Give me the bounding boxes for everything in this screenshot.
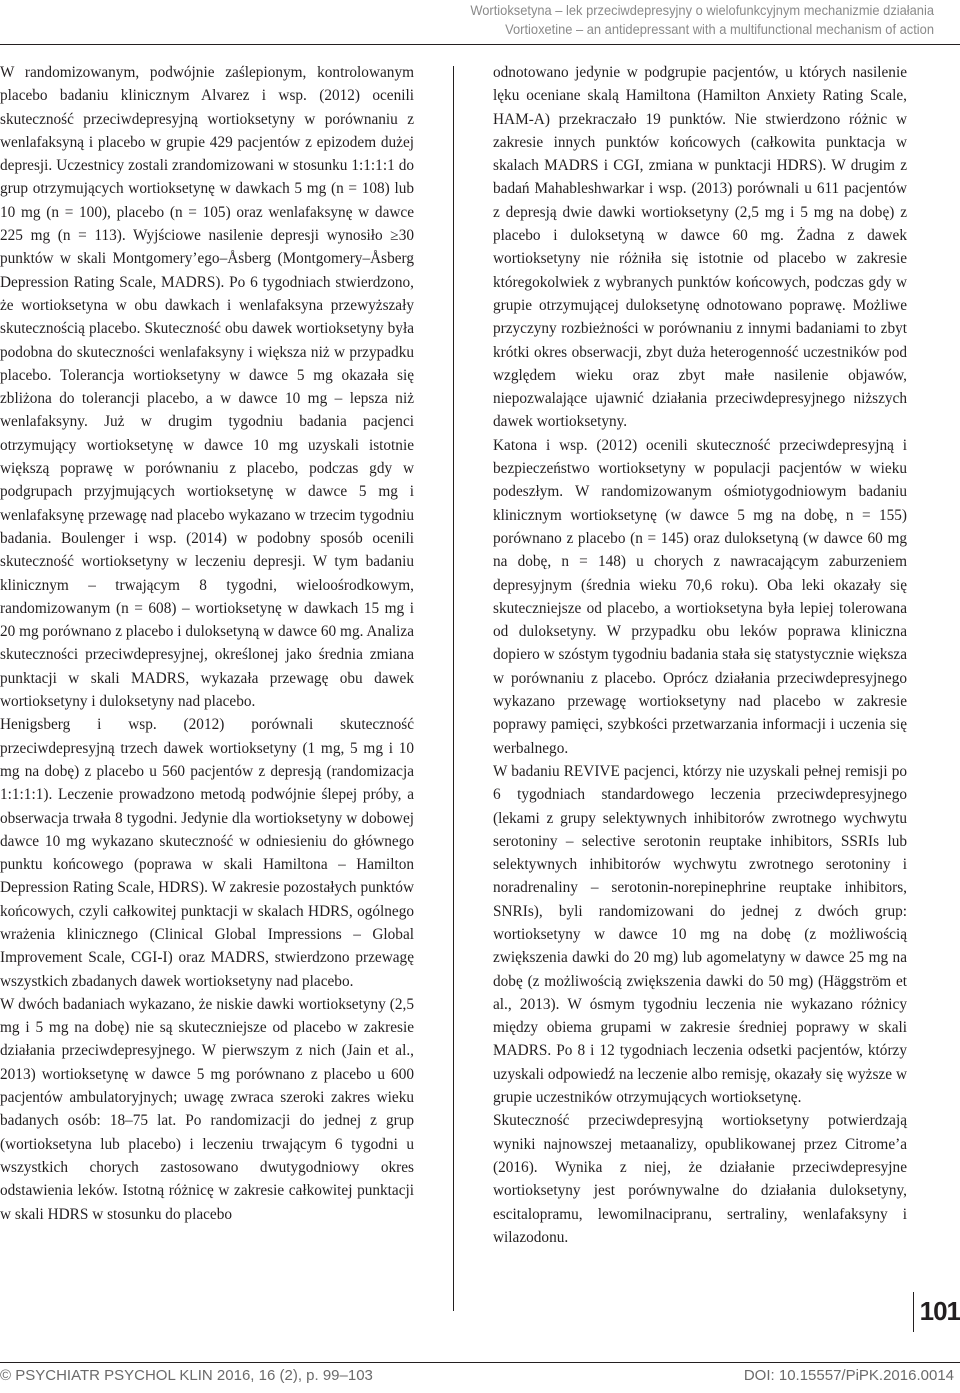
page-number: 101 xyxy=(919,1296,960,1326)
header-title-pl: Wortioksetyna – lek przeciwdepresyjny o wielofunkcyjnym mechanizmie działania xyxy=(470,2,934,18)
paragraph: W dwóch badaniach wykazano, że niskie dawki wortioksetyny (2,5 mg i 5 mg na dobę) nie są skuteczniejsze od placebo w zakresie działania przeciwdepresyjnego. W pierwszym z nich (Jain et al., 2013) wortioksetynę w dawce 5 mg porównano z placebo u 600 pacjentów ambulatoryjnych; uwagę zwraca szeroki zakres wieku badanych osób: 18–75 lat. Po randomizacji do jednej z grup (wortioksetyna lub placebo) i leczeniu trwającym 6 tygodni u wszystkich chorych zastosowano dwutygodniowy okres odstawienia leków. Istotną różnicę w zakresie całkowitej punktacji w skali HDRS w stosunku do placebo xyxy=(0,995,414,1223)
paragraph: Katona i wsp. (2012) ocenili skuteczność przeciwdepresyjną i bezpieczeństwo wortioksetyny w populacji pacjentów w wieku podeszłym. W randomizowanym ośmiotygodniowym badaniu klinicznym wortioksetynę (w dawce 5 mg na dobę, n = 155) porównano z placebo (n = 145) oraz duloksetyną (w dawce 60 mg na dobę, n = 148) u chorych z nawracającym zaburzeniem depresyjnym (średnia wieku 70,6 roku). Oba leki okazały się skuteczniejsze od placebo, a wortioksetyna była lepiej tolerowana od duloksetyny. W przypadku obu leków poprawa kliniczna dopiero w szóstym tygodniu badania stała się statystycznie większa w porównaniu z placebo. Oprócz działania przeciwdepresyjnego wykazano przewagę wortioksetyny nad placebo w zakresie poprawy pamięci, szybkości przetwarzania informacji i uczenia się werbalnego. xyxy=(493,436,907,757)
footer xyxy=(0,1367,960,1389)
header-title-en: Vortioxetine – an antidepressant with a multifunctional mechanism of action xyxy=(505,21,934,37)
journal-citation: © PSYCHIATR PSYCHOL KLIN 2016, 16 (2), p. 99–103 xyxy=(0,1367,373,1384)
column-divider xyxy=(453,66,454,1311)
footer-rule xyxy=(0,1362,960,1363)
paragraph: W randomizowanym, podwójnie zaślepionym, kontrolowanym placebo badaniu klinicznym Alvarez i wsp. (2012) ocenili skuteczność przeciwdepresyjną wortioksetyny w porównaniu z wenlafaksyną i placebo w grupie 429 pacjentów z epizodem dużej depresji. Uczestnicy zostali zrandomizowani w stosunku 1:1:1:1 do grup otrzymujących wortioksetynę w dawkach 5 mg (n = 108) lub 10 mg (n = 100), placebo (n = 105) oraz wenlafaksynę w dawce 225 mg (n = 113). Wyjściowe nasilenie depresji wynosiło ≥30 punktów w skali Montgomery’ego–Åsberg (Montgomery–Åsberg Depression Rating Scale, MADRS). Po 6 tygodniach stwierdzono, że wortioksetyna w obu dawkach i wenlafaksyna przewyższały skutecznością placebo. Skuteczność obu dawek wortioksetyny była podobna do skuteczności wenlafaksyny i większa niż w przypadku placebo. Tolerancja wortioksetyny w dawce 5 mg okazała się zbliżona do tolerancji placebo, a w dawce 10 mg – lepsza niż wenlafaksyny. Już w drugim tygodniu badania pacjenci otrzymujący wortioksetynę w dawce 10 mg uzyskali istotnie większą poprawę w porównaniu z placebo, podczas gdy w podgrupach przyjmujących wortioksetynę w dawce 5 mg i wenlafaksynę przewagę nad placebo wykazano w trzecim tygodniu badania. Boulenger i wsp. (2014) w podobny sposób ocenili skuteczność wortioksetyny w leczeniu depresji. W tym badaniu klinicznym – trwającym 8 tygodni, wieloośrodkowym, randomizowanym (n = 608) – wortioksetynę w dawkach 15 mg i 20 mg porównano z placebo i duloksetyną w dawce 60 mg. Analiza skuteczności przeciwdepresyjnej, określonej jako średnia zmiana punktacji w skali MADRS, wykazała przewagę obu dawek wortioksetyny i duloksetyny nad placebo. xyxy=(0,64,414,711)
right-column xyxy=(493,61,907,1249)
paragraph: odnotowano jedynie w podgrupie pacjentów, u których nasilenie lęku oceniane skalą Hamiltona (Hamilton Anxiety Rating Scale, HAM-A) przekraczało 19 punktów. Nie stwierdzono różnic w zakresie innych punktów końcowych (całkowita punktacja w skalach MADRS i CGI, zmiana w punktacji HDRS). W drugim z badań Mahableshwarkar i wsp. (2013) porównali u 611 pacjentów z depresją dwie dawki wortioksetyny (2,5 mg i 5 mg na dobę) z placebo i duloksetyną w dawce 60 mg. Żadna z dawek wortioksetyny nie różniła się istotnie od placebo w zakresie któregokolwiek z wybranych punktów końcowych, podczas gdy w grupie otrzymującej duloksetynę odnotowano poprawę. Możliwe przyczyny rozbieżności w porównaniu z innymi badaniami to zbyt krótki okres obserwacji, zbyt duża heterogenność uczestników pod względem wieku oraz zbyt małe nasilenie objawów, niepozwalające ujawnić działania przeciwdepresyjnego niższych dawek wortioksetyny. xyxy=(493,64,907,431)
paragraph: Skuteczność przeciwdepresyjną wortioksetyny potwierdzają wyniki najnowszej metaanalizy, opublikowanej przez Citrome’a (2016). Wynika z niej, że działanie przeciwdepresyjne wortioksetyny jest porównywalne do działania duloksetyny, escitalopramu, lewomilnacipranu, sertraliny, wenlafaksyny i wilazodonu. xyxy=(493,1112,907,1246)
header-rule xyxy=(0,44,960,45)
doi-link[interactable]: DOI: 10.15557/PiPK.2016.0014 xyxy=(743,1367,954,1384)
left-column xyxy=(0,61,414,1226)
running-header xyxy=(220,0,960,40)
paragraph: Henigsberg i wsp. (2012) porównali skuteczność przeciwdepresyjną trzech dawek wortioksetyny (1 mg, 5 mg i 10 mg na dobę) z placebo u 560 pacjentów z depresją (randomizacja 1:1:1:1). Leczenie prowadzono metodą podwójnie ślepej próby, a obserwacja trwała 8 tygodni. Jedynie dla wortioksetyny w dobowej dawce 10 mg wykazano skuteczność w odniesieniu do głównego punktu końcowego (poprawa w skali Hamiltona – Hamilton Depression Rating Scale, HDRS). W zakresie pozostałych punktów końcowych, czyli całkowitej punktacji w skalach HDRS, ogólnego wrażenia klinicznego (Clinical Global Impressions – Global Improvement Scale, CGI-I) oraz MADRS, stwierdzono przewagę wszystkich zbadanych dawek wortioksetyny nad placebo. xyxy=(0,716,414,990)
paragraph: W badaniu REVIVE pacjenci, którzy nie uzyskali pełnej remisji po 6 tygodniach standardowego leczenia przeciwdepresyjnego (lekami z grupy selektywnych inhibitorów zwrotnego wychwytu serotoniny – selective serotonin reuptake inhibitors, SSRIs lub selektywnych inhibitorów wychwytu zwrotnego serotoniny i noradrenaliny – serotonin-norepinephrine reuptake inhibitors, SNRIs), byli randomizowani do jednej z dwóch grup: wortioksetyny w dawce 10 mg na dobę (z możliwością zwiększenia dawki do 20 mg) lub agomelatyny w dawce 25 mg na dobę (z możliwością zwiększenia dawki do 50 mg) (Häggström et al., 2013). W ósmym tygodniu leczenia nie wykazano różnicy między obiema grupami w zakresie średniej poprawy w skali MADRS. Po 8 i 12 tygodniach leczenia odsetki pacjentów, którzy uzyskali odpowiedź na leczenie albo remisję, okazały się wyższe w grupie uczestników otrzymujących wortioksetynę. xyxy=(493,762,907,1107)
